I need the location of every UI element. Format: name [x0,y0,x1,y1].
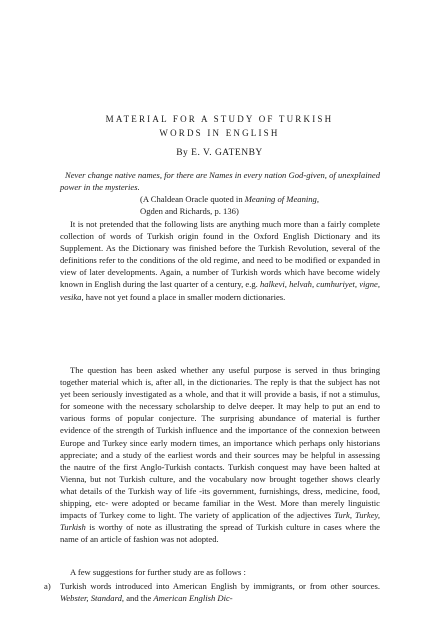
author-byline: By E. V. GATENBY [176,148,263,158]
paragraph-1-example-words: halkevi, helvah, cumhuriyet, vigne, vesika [60,279,380,302]
list-a-text-1: Turkish words introduced into American English by immigrants, or from other sources. [60,581,380,591]
paragraph-2-text-b: is worthy of note as illustrating the spread of Turkish culture in cases where the name of an article of fashion was not adopted. [60,522,380,545]
list-a-dictionaries: Webster, Standard, [60,593,125,604]
list-a-american-english: American English Dic- [153,593,233,604]
body-paragraph-1 [60,218,380,303]
paragraph-1-text-a: It is not pretended that the following lists are anything much more than a fairly complete collection of words of Turkish origin found in the Oxford English Dictionary and its Supplement. As the Dictionary was finished before the Turkish Revolution, several of the definitions refer to the conditions of the old regime, and need to be modified or expanded in view of later developments. Again, a number of Turkish words which have become widely known in English during the last quarter of a century, e.g. [60,219,380,290]
citation-line-2: Ogden and Richards, p. 136) [140,206,239,217]
citation-prefix: (A Chaldean Oracle quoted in [140,194,245,204]
citation-work-title: Meaning of Meaning, [244,194,319,204]
paragraph-2-adjectives: Turk, Turkey, Turkish [60,510,381,533]
paragraph-1-text-b: , have not yet found a place in smaller modern dictionaries. [81,291,286,302]
body-paragraph-3: A few suggestions for further study are as follows : [70,567,246,577]
article-title-line-2: WORDS IN ENGLISH [159,128,280,138]
citation-line-1 [140,193,380,205]
epigraph-quote: Never change native names, for there are Names in every nation God-given, of unexplained power in the mysteries. [60,170,380,193]
body-paragraph-2 [60,364,380,545]
list-a-and: and the [124,593,154,604]
paragraph-2-text-a: The question has been asked whether any useful purpose is served in thus bringing together material which is, after all, in the dictionaries. The reply is that the subject has not yet been seriously investigated as a whole, and that it will provide a basis, if not a stimulus, for someone with the necessary scholarship to delve deeper. It may help to put an end to various forms of popular conjecture. The surprising abundance of material is further evidence of the strength of Turkish influence and the importance of the connexion between Europe and Turkey since early modern times, an importance which perhaps only historians appreciate; and a study of the earliest words and their sources may be helpful in assessing the nautre of the first Anglo-Turkish contacts. Turkish conquest may have been halted at Vienna, but not Turkish culture, and the vocabulary now brought together shows clearly what details of the Turkish way of life -its government, furnishings, dress, medicine, food, shipping, etc- were adopted or became familiar in the West. More than merely linguistic impacts of Turkey come to light. The variety of application of the adjectives [60,365,380,521]
list-item-a [44,580,380,604]
epigraph-citation [140,193,380,217]
article-title-line-1: MATERIAL FOR A STUDY OF TURKISH [105,114,334,124]
list-marker-a: a) [44,581,51,591]
list-item-a-text [60,580,380,604]
